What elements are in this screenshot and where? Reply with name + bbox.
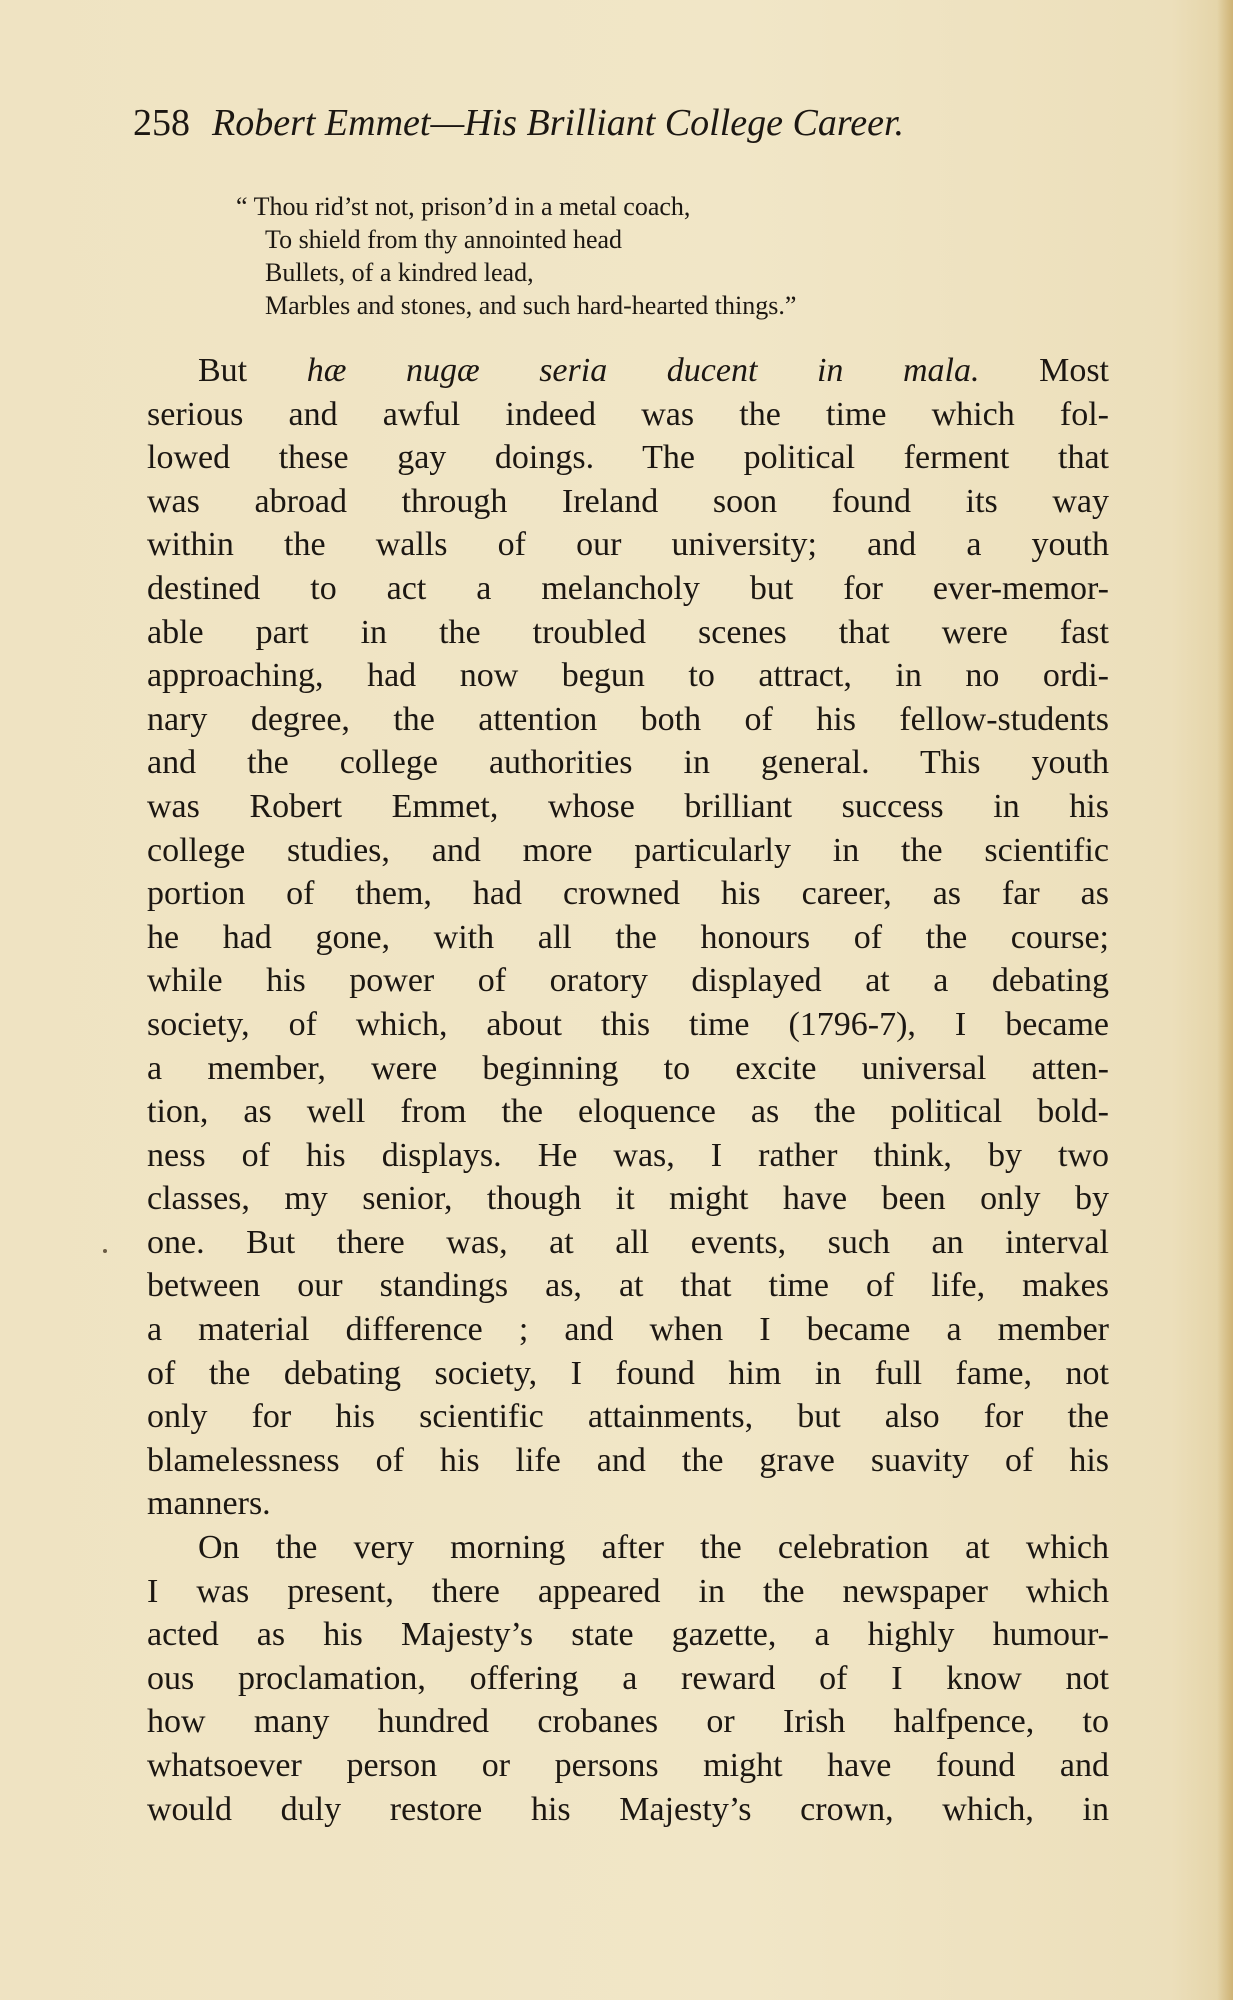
text-line: a member, were beginning to excite universal atten-	[147, 1049, 1109, 1087]
text-line: lowed these gay doings. The political ferment that	[147, 439, 1109, 477]
verse-line: Bullets, of a kindred lead,	[265, 258, 534, 287]
text-run: Most	[979, 352, 1109, 389]
text-line: how many hundred crobanes or Irish halfpence, to	[147, 1703, 1109, 1741]
text-line: he had gone, with all the honours of the course;	[147, 918, 1109, 956]
running-header	[133, 100, 1133, 146]
text-line: of the debating society, I found him in full fame, not	[147, 1354, 1109, 1392]
text-line: manners.	[147, 1485, 271, 1523]
text-line: within the walls of our university; and a youth	[147, 526, 1109, 564]
text-line: one. But there was, at all events, such an interval	[147, 1223, 1109, 1261]
running-title: Robert Emmet—His Brilliant College Career.	[212, 102, 905, 144]
text-line: approaching, had now begun to attract, in no ordi-	[147, 657, 1109, 695]
text-line: was abroad through Ireland soon found its way	[147, 482, 1109, 520]
text-line: blamelessness of his life and the grave suavity of his	[147, 1441, 1109, 1479]
text-line: only for his scientific attainments, but also for the	[147, 1398, 1109, 1436]
text-line: classes, my senior, though it might have been only by	[147, 1180, 1109, 1218]
text-line: ness of his displays. He was, I rather think, by two	[147, 1136, 1109, 1174]
text-line: acted as his Majesty’s state gazette, a highly humour-	[147, 1616, 1109, 1654]
latin-quotation: hæ nugæ seria ducent in mala.	[306, 352, 980, 389]
margin-speck	[103, 1249, 107, 1253]
text-line: serious and awful indeed was the time which fol-	[147, 395, 1109, 433]
page-number: 258	[133, 102, 190, 144]
text-line: portion of them, had crowned his career, as far as	[147, 875, 1109, 913]
text-line: would duly restore his Majesty’s crown, which, in	[147, 1790, 1109, 1828]
verse-quotation	[236, 190, 1096, 322]
text-line: I was present, there appeared in the newspaper which	[147, 1572, 1109, 1610]
verse-line: Marbles and stones, and such hard-hearted things.”	[265, 291, 797, 320]
verse-line: “ Thou rid’st not, prison’d in a metal coach,	[236, 192, 691, 221]
paragraph-1-first-line	[147, 349, 1109, 393]
body-text	[147, 349, 1109, 1831]
text-line: ous proclamation, offering a reward of I know not	[147, 1659, 1109, 1697]
text-run: But	[198, 352, 307, 389]
text-line: whatsoever person or persons might have found and	[147, 1747, 1109, 1784]
verse-line: To shield from thy annointed head	[265, 225, 623, 254]
text-line: nary degree, the attention both of his fellow-students	[147, 700, 1109, 738]
page-edge-shadow	[1217, 0, 1233, 2000]
text-line: able part in the troubled scenes that were fast	[147, 613, 1109, 651]
text-line: destined to act a melancholy but for ever-memor-	[147, 569, 1109, 607]
text-line: while his power of oratory displayed at a debating	[147, 962, 1109, 1000]
text-line: between our standings as, at that time of life, makes	[147, 1267, 1109, 1305]
text-line: was Robert Emmet, whose brilliant success in his	[147, 787, 1109, 825]
text-line: college studies, and more particularly in the scientific	[147, 831, 1109, 869]
text-line: society, of which, about this time (1796-7), I became	[147, 1005, 1109, 1043]
text-line: and the college authorities in general. This youth	[147, 744, 1109, 782]
text-line: tion, as well from the eloquence as the political bold-	[147, 1093, 1109, 1131]
text-line: a material difference ; and when I became a member	[147, 1311, 1109, 1349]
paragraph-2-first-line: On the very morning after the celebration at which	[198, 1529, 1109, 1567]
